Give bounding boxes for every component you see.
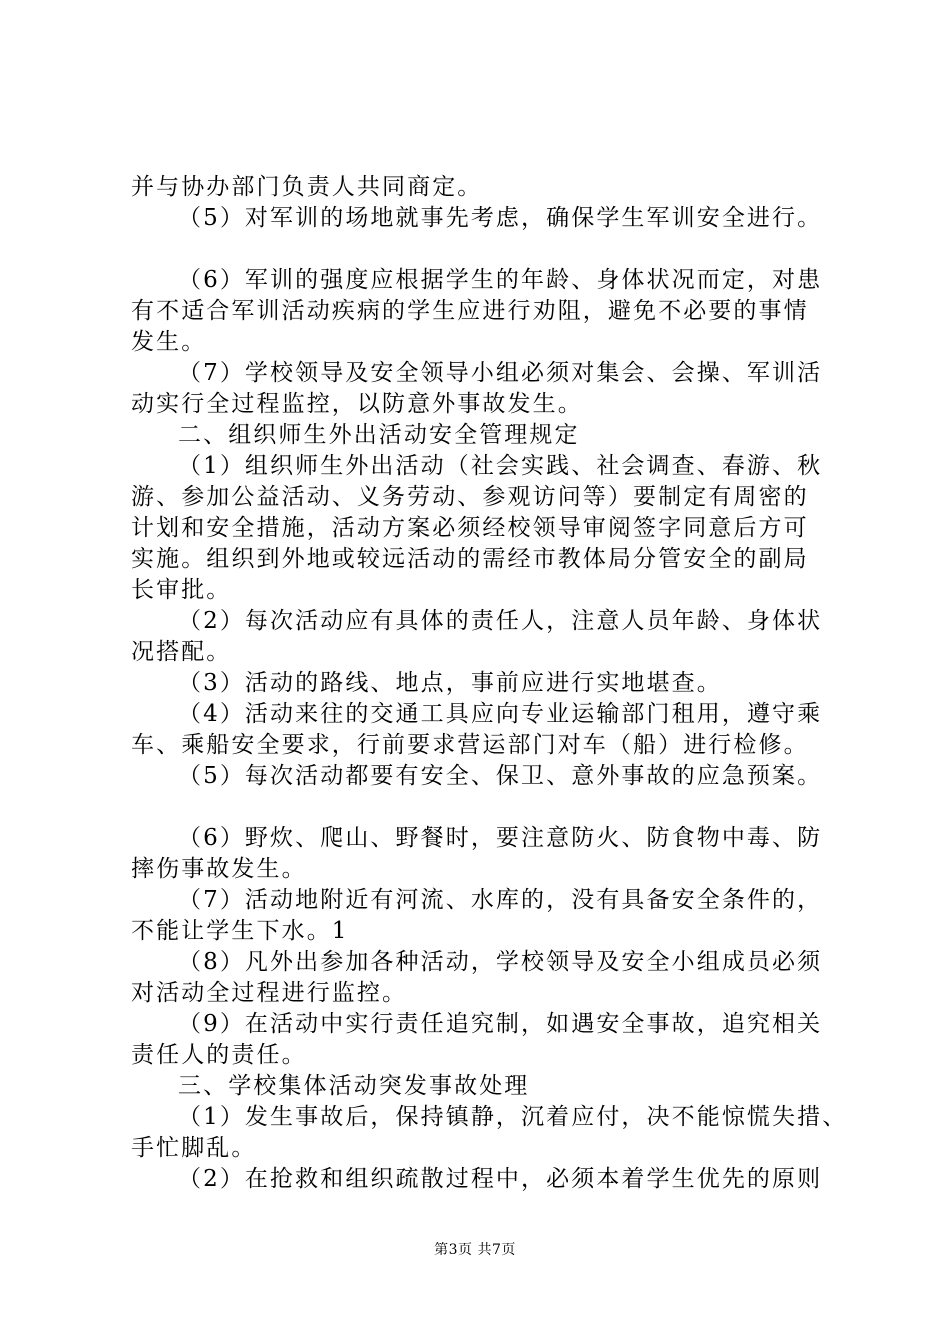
text-line: 发生。 [131,329,207,355]
text-line: 对活动全过程进行监控。 [131,980,408,1006]
text-line: （1）组织师生外出活动（社会实践、社会调查、春游、秋 [178,453,823,479]
text-line: （3）活动的路线、地点，事前应进行实地堪查。 [178,670,722,696]
text-line: 游、参加公益活动、义务劳动、参观访问等）要制定有周密的 [131,484,809,510]
text-line: 并与协办部门负责人共同商定。 [131,174,483,200]
text-line: 有不适合军训活动疾病的学生应进行劝阻，避免不必要的事情 [131,298,809,324]
text-line: （8）凡外出参加各种活动，学校领导及安全小组成员必须 [178,949,823,975]
page-number-label: 第3页 共7页 [434,1242,516,1258]
text-line: 况搭配。 [131,639,232,665]
text-line: 责任人的责任。 [131,1042,307,1068]
text-line: （5）对军训的场地就事先考虑，确保学生军训安全进行。 [178,205,823,231]
text-line: 手忙脚乱。 [131,1135,257,1161]
document-body [131,172,848,1195]
text-line: （4）活动来往的交通工具应向专业运输部门租用，遵守乘 [178,701,823,727]
text-line: （9）在活动中实行责任追究制，如遇安全事故，追究相关 [178,1011,823,1037]
page-footer [0,1240,950,1260]
text-line: （6）野炊、爬山、野餐时，要注意防火、防食物中毒、防 [178,825,823,851]
text-line: 长审批。 [131,577,232,603]
text-line: 不能让学生下水。1 [131,918,349,944]
text-line: 摔伤事故发生。 [131,856,307,882]
text-line: 计划和安全措施，活动方案必须经校领导审阅签字同意后方可 [131,515,809,541]
text-line: 动实行全过程监控，以防意外事故发生。 [131,391,583,417]
text-line: （7）活动地附近有河流、水库的，没有具备安全条件的， [178,887,823,913]
text-line: （1）发生事故后，保持镇静，沉着应付，决不能惊慌失措、 [178,1104,848,1130]
text-line: （2）每次活动应有具体的责任人，注意人员年龄、身体状 [178,608,823,634]
text-line: 二、组织师生外出活动安全管理规定 [178,422,580,448]
text-line: 三、学校集体活动突发事故处理 [178,1073,530,1099]
text-line: （6）军训的强度应根据学生的年龄、身体状况而定，对患 [178,267,823,293]
text-line: 车、乘船安全要求，行前要求营运部门对车（船）进行检修。 [131,732,809,758]
text-line: 实施。组织到外地或较远活动的需经市教体局分管安全的副局 [131,546,809,572]
text-line: （2）在抢救和组织疏散过程中，必须本着学生优先的原则 [178,1166,823,1192]
text-line: （7）学校领导及安全领导小组必须对集会、会操、军训活 [178,360,823,386]
text-line: （5）每次活动都要有安全、保卫、意外事故的应急预案。 [178,763,823,789]
